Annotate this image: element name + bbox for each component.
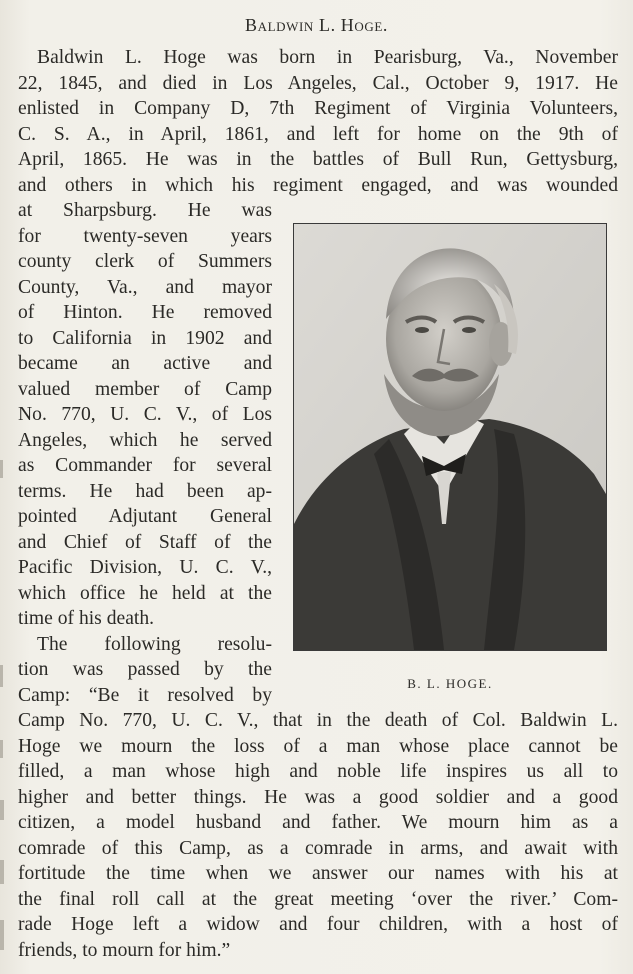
text-line: pointed Adjutant General [18, 506, 272, 527]
text-line: Camp No. 770, U. C. V., that in the death of Col. Baldwin L. [18, 710, 618, 731]
text-line: and others in which his regiment engaged, and was wounded [18, 175, 618, 196]
text-line: Camp: “Be it resolved by [18, 685, 272, 706]
text-line: tion was passed by the [18, 659, 272, 680]
text-line: The following resolu- [37, 634, 272, 655]
text-line: county clerk of Summers [18, 251, 272, 272]
text-line: terms. He had been ap- [18, 481, 272, 502]
margin-shading [0, 420, 10, 960]
text-line: Pacific Division, U. C. V., [18, 557, 272, 578]
text-line: rade Hoge left a widow and four children, with a host of [18, 914, 618, 935]
text-line: 22, 1845, and died in Los Angeles, Cal., October 9, 1917. He [18, 73, 618, 94]
text-line: Angeles, which he served [18, 430, 272, 451]
text-line: filled, a man whose high and noble life inspires us all to [18, 761, 618, 782]
text-line: enlisted in Company D, 7th Regiment of Virginia Volunteers, [18, 98, 618, 119]
text-line: at Sharpsburg. He was [18, 200, 272, 221]
text-line: the final roll call at the great meeting ‘over the river.’ Com- [18, 889, 618, 910]
article-heading: Baldwin L. Hoge. [244, 15, 389, 35]
text-line: fortitude the time when we answer our names with his at [18, 863, 618, 884]
text-line: of Hinton. He removed [18, 302, 272, 323]
text-line: which office he held at the [18, 583, 272, 604]
text-line: higher and better things. He was a good soldier and a good [18, 787, 618, 808]
text-line: comrade of this Camp, as a comrade in arms, and await with [18, 838, 618, 859]
text-line: for twenty-seven years [18, 226, 272, 247]
text-line: Hoge we mourn the loss of a man whose place cannot be [18, 736, 618, 757]
portrait-caption: B. L. HOGE. [407, 676, 493, 691]
text-line: No. 770, U. C. V., of Los [18, 404, 272, 425]
text-line: time of his death. [18, 608, 155, 629]
text-line: April, 1865. He was in the battles of Bull Run, Gettysburg, [18, 149, 618, 170]
text-line: valued member of Camp [18, 379, 272, 400]
text-line: as Commander for several [18, 455, 272, 476]
text-line: to California in 1902 and [18, 328, 272, 349]
text-line: Baldwin L. Hoge was born in Pearisburg, Va., November [37, 47, 618, 68]
text-line: and Chief of Staff of the [18, 532, 272, 553]
text-line: County, Va., and mayor [18, 277, 272, 298]
portrait-photo [293, 223, 607, 651]
text-line: citizen, a model husband and father. We mourn him as a [18, 812, 618, 833]
text-line: became an active and [18, 353, 272, 374]
text-line: C. S. A., in April, 1861, and left for home on the 9th of [18, 124, 618, 145]
text-line: friends, to mourn for him.” [18, 940, 231, 961]
portrait-illustration [294, 224, 606, 650]
